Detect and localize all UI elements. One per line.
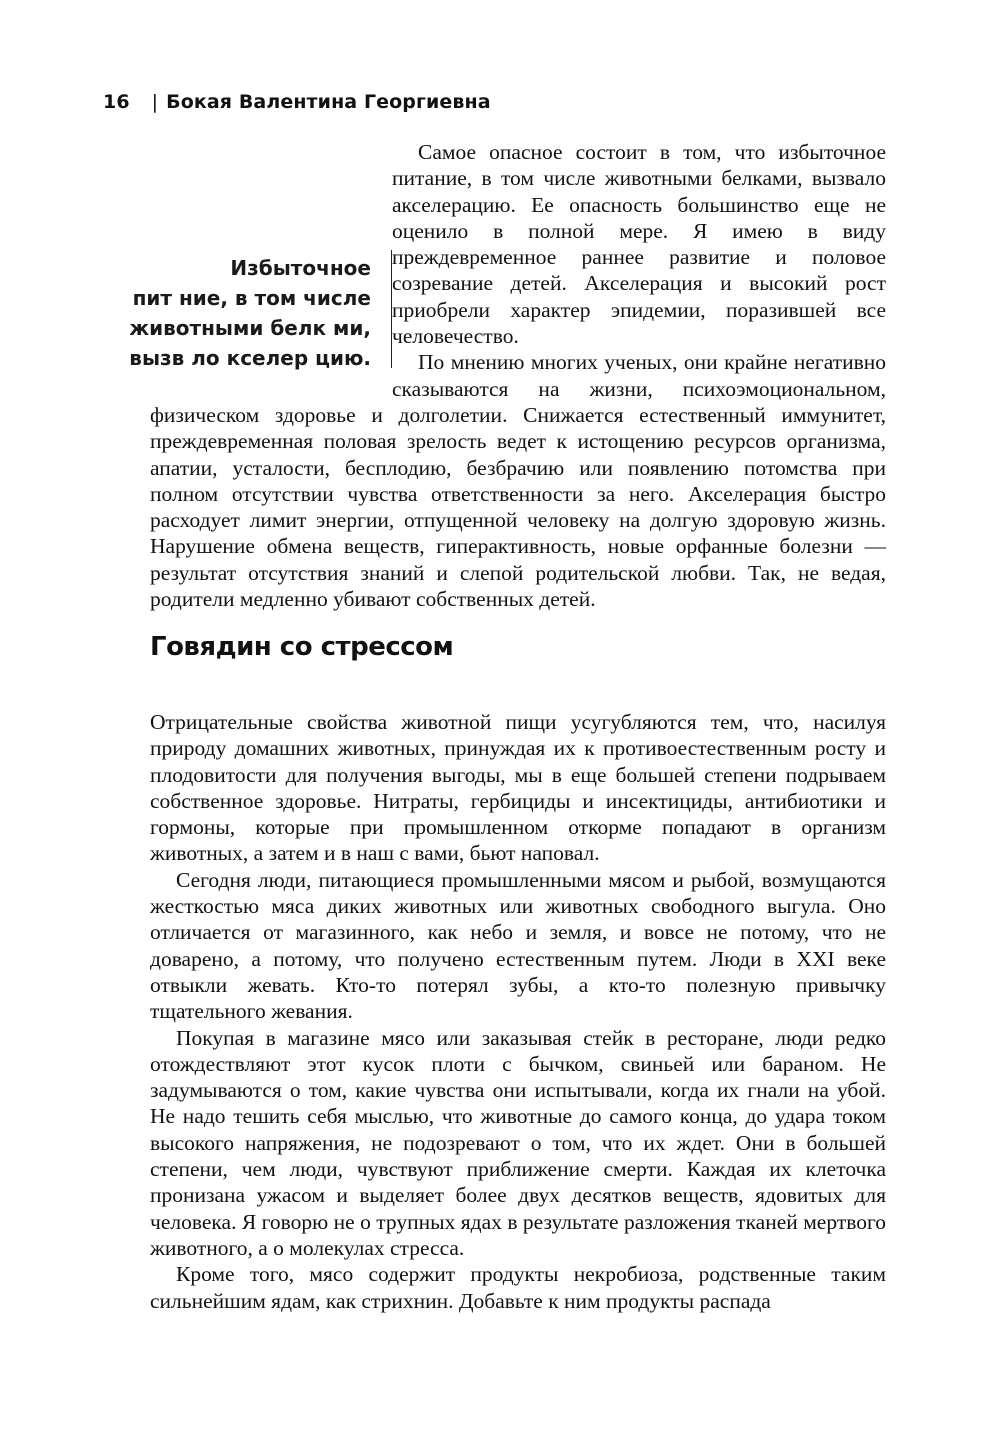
section-heading: Говядин со стрессом <box>150 632 454 662</box>
pullquote-line: пит ние, в том числе <box>132 286 371 310</box>
paragraph: Кроме того, мясо содержит продукты некробиоза, родственные таким сильнейшим ядам, как стрихнин. Добавьте к ним продукты распада <box>150 1262 886 1313</box>
pullquote-line: вызв ло ксeлер цию. <box>129 346 371 370</box>
pullquote-line: животными белк ми, <box>129 316 371 340</box>
paragraph: Сегодня люди, питающиеся промышленными мясом и рыбой, возмущаются жесткостью мяса диких животных или животных свободного выгула. Оно отличается от магазинного, как небо и земля, и вовсе не потому, что не доварено, а потому, что получено естественным путем. Люди в XXI веке отвыкли жевать. Кто-то потерял зубы, а кто-то полезную привычку тщательного жевания. <box>150 867 886 1024</box>
pullquote-box <box>108 244 392 378</box>
header-separator: | <box>151 91 159 113</box>
paragraph: По мнению многих ученых, они крайне негативно сказываются на жизни, психоэмоциональном, физическом здоровье и долголетии. Снижается естественный иммунитет, преждевременная половая зрелость ведет к истощению ресурсов организма, апатии, усталости, бесплодию, безбрачию или появлению потомства при полном отсутствии чувства ответственности за него. Акселерация быстро расходует лимит энергии, отпущенной человеку на долгую здоровую жизнь. Нарушение обмена веществ, гиперактивность, новые орфанные болезни — результат отсутствия знаний и слепой родительской любви. Так, не ведая, родители медленно убивают собственных детей. <box>150 350 886 612</box>
paragraph: Покупая в магазине мясо или заказывая стейк в ресторане, люди редко отождествляют этот кусок плоти с бычком, свиньей или бараном. Не задумываются о том, какие чувства они испытывали, когда их гнали на убой. Не надо тешить себя мыслью, что животные до самого конца, до удара током высокого напряжения, не подозревают о том, что их ждет. Они в большей степени, чем люди, чувствуют приближение смерти. Каждая их клеточка пронизана ужасом и выделяет более двух десятков веществ, ядовитых для человека. Я говорю не о трупных ядах в результате разложения тканей мертвого животного, а о молекулах стресса. <box>150 1025 886 1260</box>
paragraph: Самое опасное состоит в том, что избыточное питание, в том числе животными белками, вызвало акселерацию. Ее опасность большинство еще не оценило в полной мере. Я имею в виду преждевременное раннее развитие и половое созревание детей. Акселерация и высокий рост приобрели характер эпидемии, поразившей все человечество. <box>392 140 886 349</box>
running-header <box>103 91 491 113</box>
paragraph: Отрицательные свойства животной пищи усугубляются тем, что, насилуя природу домашних животных, принуждая их к противоестественным росту и плодовитости для получения выгоды, мы в еще большей степени подрываем собственное здоровье. Нитраты, гербициды и инсектициды, антибиотики и гормоны, которые при промышленном откорме попадают в организм животных, а затем и в наш с вами, бьют наповал. <box>150 710 886 866</box>
author-name: Бокая Валентина Георгиевна <box>166 91 491 113</box>
section-2-text <box>150 709 886 1314</box>
page-number: 16 <box>103 91 130 113</box>
pullquote-line: Избыточное <box>230 256 371 280</box>
pullquote-rule <box>391 250 392 368</box>
pullquote <box>81 253 371 373</box>
section-1-flow <box>129 139 886 612</box>
